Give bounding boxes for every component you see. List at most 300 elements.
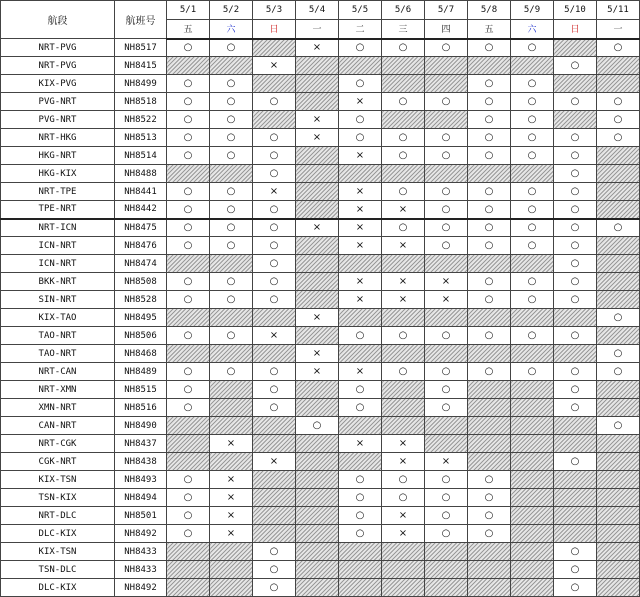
operating-cell: ○ <box>210 75 253 93</box>
operating-cell: ○ <box>425 93 468 111</box>
operating-cell: ○ <box>511 201 554 219</box>
cancelled-cell: × <box>296 309 339 327</box>
operating-cell: ○ <box>554 57 597 75</box>
operating-cell: ○ <box>167 93 210 111</box>
operating-cell: ○ <box>210 219 253 237</box>
operating-cell: ○ <box>554 399 597 417</box>
operating-cell: ○ <box>597 219 640 237</box>
cancelled-cell: × <box>210 507 253 525</box>
schedule-row <box>1 561 640 579</box>
operating-cell: ○ <box>597 363 640 381</box>
not-scheduled-cell <box>597 165 640 183</box>
not-scheduled-cell <box>167 435 210 453</box>
cancelled-cell: × <box>296 345 339 363</box>
not-scheduled-cell <box>339 309 382 327</box>
operating-cell: ○ <box>468 147 511 165</box>
cancelled-cell: × <box>382 453 425 471</box>
not-scheduled-cell <box>425 417 468 435</box>
operating-cell: ○ <box>511 327 554 345</box>
operating-cell: ○ <box>253 201 296 219</box>
flight-number-cell: NH8489 <box>115 363 167 381</box>
operating-cell: ○ <box>253 399 296 417</box>
operating-cell: ○ <box>554 453 597 471</box>
not-scheduled-cell <box>425 165 468 183</box>
date-header: 5/8 <box>468 1 511 20</box>
not-scheduled-cell <box>382 561 425 579</box>
operating-cell: ○ <box>210 291 253 309</box>
date-header: 5/4 <box>296 1 339 20</box>
operating-cell: ○ <box>253 237 296 255</box>
schedule-row <box>1 381 640 399</box>
operating-cell: ○ <box>210 39 253 57</box>
operating-cell: ○ <box>210 273 253 291</box>
not-scheduled-cell <box>425 309 468 327</box>
not-scheduled-cell <box>339 453 382 471</box>
route-cell: DLC-KIX <box>1 525 115 543</box>
operating-cell: ○ <box>339 75 382 93</box>
operating-cell: ○ <box>511 363 554 381</box>
operating-cell: ○ <box>167 471 210 489</box>
operating-cell: ○ <box>253 363 296 381</box>
not-scheduled-cell <box>511 471 554 489</box>
operating-cell: ○ <box>511 39 554 57</box>
operating-cell: ○ <box>167 111 210 129</box>
schedule-row <box>1 39 640 57</box>
route-cell: XMN-NRT <box>1 399 115 417</box>
schedule-row <box>1 543 640 561</box>
not-scheduled-cell <box>296 291 339 309</box>
route-cell: SIN-NRT <box>1 291 115 309</box>
not-scheduled-cell <box>597 327 640 345</box>
not-scheduled-cell <box>339 417 382 435</box>
not-scheduled-cell <box>382 57 425 75</box>
not-scheduled-cell <box>554 471 597 489</box>
schedule-row <box>1 147 640 165</box>
operating-cell: ○ <box>339 129 382 147</box>
route-cell: KIX-TSN <box>1 543 115 561</box>
weekday-header: 四 <box>425 20 468 39</box>
flight-number-cell: NH8501 <box>115 507 167 525</box>
not-scheduled-cell <box>296 453 339 471</box>
route-cell: KIX-TSN <box>1 471 115 489</box>
route-column-header: 航段 <box>1 1 115 39</box>
date-header: 5/9 <box>511 1 554 20</box>
operating-cell: ○ <box>167 237 210 255</box>
date-header: 5/2 <box>210 1 253 20</box>
flight-number-cell: NH8522 <box>115 111 167 129</box>
date-header: 5/7 <box>425 1 468 20</box>
flight-number-cell: NH8490 <box>115 417 167 435</box>
not-scheduled-cell <box>339 345 382 363</box>
weekday-header: 二 <box>339 20 382 39</box>
route-cell: NRT-PVG <box>1 39 115 57</box>
not-scheduled-cell <box>468 579 511 597</box>
route-cell: NRT-DLC <box>1 507 115 525</box>
not-scheduled-cell <box>597 579 640 597</box>
operating-cell: ○ <box>554 165 597 183</box>
route-cell: NRT-CAN <box>1 363 115 381</box>
cancelled-cell: × <box>382 507 425 525</box>
weekday-header: 日 <box>554 20 597 39</box>
route-cell: HKG-KIX <box>1 165 115 183</box>
not-scheduled-cell <box>167 561 210 579</box>
flight-number-cell: NH8433 <box>115 561 167 579</box>
operating-cell: ○ <box>339 399 382 417</box>
not-scheduled-cell <box>468 255 511 273</box>
not-scheduled-cell <box>468 453 511 471</box>
date-header: 5/6 <box>382 1 425 20</box>
schedule-row <box>1 93 640 111</box>
not-scheduled-cell <box>339 165 382 183</box>
not-scheduled-cell <box>339 543 382 561</box>
route-cell: BKK-NRT <box>1 273 115 291</box>
cancelled-cell: × <box>382 291 425 309</box>
not-scheduled-cell <box>511 57 554 75</box>
flight-number-cell: NH8506 <box>115 327 167 345</box>
not-scheduled-cell <box>511 489 554 507</box>
operating-cell: ○ <box>554 129 597 147</box>
not-scheduled-cell <box>597 507 640 525</box>
operating-cell: ○ <box>167 399 210 417</box>
operating-cell: ○ <box>511 93 554 111</box>
not-scheduled-cell <box>468 543 511 561</box>
operating-cell: ○ <box>210 237 253 255</box>
operating-cell: ○ <box>339 381 382 399</box>
cancelled-cell: × <box>339 363 382 381</box>
operating-cell: ○ <box>253 165 296 183</box>
operating-cell: ○ <box>253 147 296 165</box>
date-header: 5/5 <box>339 1 382 20</box>
route-cell: ICN-NRT <box>1 255 115 273</box>
not-scheduled-cell <box>382 417 425 435</box>
operating-cell: ○ <box>468 183 511 201</box>
not-scheduled-cell <box>296 471 339 489</box>
schedule-row <box>1 129 640 147</box>
not-scheduled-cell <box>167 345 210 363</box>
not-scheduled-cell <box>425 435 468 453</box>
operating-cell: ○ <box>167 219 210 237</box>
not-scheduled-cell <box>167 309 210 327</box>
not-scheduled-cell <box>425 543 468 561</box>
not-scheduled-cell <box>597 471 640 489</box>
flight-number-cell: NH8508 <box>115 273 167 291</box>
operating-cell: ○ <box>597 417 640 435</box>
not-scheduled-cell <box>382 399 425 417</box>
schedule-row <box>1 435 640 453</box>
not-scheduled-cell <box>511 309 554 327</box>
not-scheduled-cell <box>425 579 468 597</box>
operating-cell: ○ <box>382 147 425 165</box>
route-cell: CAN-NRT <box>1 417 115 435</box>
flight-number-cell: NH8492 <box>115 579 167 597</box>
operating-cell: ○ <box>554 561 597 579</box>
operating-cell: ○ <box>296 417 339 435</box>
operating-cell: ○ <box>468 471 511 489</box>
weekday-header: 六 <box>511 20 554 39</box>
operating-cell: ○ <box>339 471 382 489</box>
not-scheduled-cell <box>296 147 339 165</box>
route-cell: NRT-XMN <box>1 381 115 399</box>
not-scheduled-cell <box>210 309 253 327</box>
operating-cell: ○ <box>468 39 511 57</box>
cancelled-cell: × <box>210 435 253 453</box>
operating-cell: ○ <box>554 543 597 561</box>
operating-cell: ○ <box>339 525 382 543</box>
operating-cell: ○ <box>425 147 468 165</box>
not-scheduled-cell <box>597 255 640 273</box>
flight-number-column-header: 航班号 <box>115 1 167 39</box>
flight-number-cell: NH8499 <box>115 75 167 93</box>
not-scheduled-cell <box>554 75 597 93</box>
weekday-header: 六 <box>210 20 253 39</box>
schedule-row <box>1 75 640 93</box>
operating-cell: ○ <box>425 399 468 417</box>
operating-cell: ○ <box>425 201 468 219</box>
cancelled-cell: × <box>339 237 382 255</box>
operating-cell: ○ <box>554 291 597 309</box>
not-scheduled-cell <box>597 57 640 75</box>
flight-number-cell: NH8441 <box>115 183 167 201</box>
not-scheduled-cell <box>597 147 640 165</box>
schedule-row <box>1 327 640 345</box>
schedule-row <box>1 255 640 273</box>
not-scheduled-cell <box>511 381 554 399</box>
not-scheduled-cell <box>468 399 511 417</box>
flight-number-cell: NH8415 <box>115 57 167 75</box>
not-scheduled-cell <box>296 165 339 183</box>
not-scheduled-cell <box>210 543 253 561</box>
operating-cell: ○ <box>511 111 554 129</box>
operating-cell: ○ <box>253 255 296 273</box>
date-header-row <box>1 1 640 20</box>
operating-cell: ○ <box>554 579 597 597</box>
operating-cell: ○ <box>554 201 597 219</box>
not-scheduled-cell <box>554 489 597 507</box>
not-scheduled-cell <box>511 525 554 543</box>
route-cell: HKG-NRT <box>1 147 115 165</box>
not-scheduled-cell <box>253 471 296 489</box>
not-scheduled-cell <box>253 507 296 525</box>
operating-cell: ○ <box>167 327 210 345</box>
operating-cell: ○ <box>511 291 554 309</box>
not-scheduled-cell <box>210 345 253 363</box>
operating-cell: ○ <box>511 237 554 255</box>
not-scheduled-cell <box>597 489 640 507</box>
operating-cell: ○ <box>167 381 210 399</box>
not-scheduled-cell <box>554 435 597 453</box>
cancelled-cell: × <box>382 525 425 543</box>
operating-cell: ○ <box>511 219 554 237</box>
operating-cell: ○ <box>210 129 253 147</box>
schedule-row <box>1 291 640 309</box>
flight-number-cell: NH8442 <box>115 201 167 219</box>
operating-cell: ○ <box>468 291 511 309</box>
operating-cell: ○ <box>511 75 554 93</box>
operating-cell: ○ <box>554 93 597 111</box>
operating-cell: ○ <box>210 201 253 219</box>
operating-cell: ○ <box>511 273 554 291</box>
route-cell: TSN-DLC <box>1 561 115 579</box>
not-scheduled-cell <box>554 111 597 129</box>
operating-cell: ○ <box>167 507 210 525</box>
not-scheduled-cell <box>597 381 640 399</box>
route-cell: KIX-PVG <box>1 75 115 93</box>
schedule-row <box>1 399 640 417</box>
schedule-row <box>1 219 640 237</box>
cancelled-cell: × <box>296 39 339 57</box>
date-header: 5/10 <box>554 1 597 20</box>
not-scheduled-cell <box>511 435 554 453</box>
flight-number-cell: NH8475 <box>115 219 167 237</box>
operating-cell: ○ <box>167 147 210 165</box>
route-cell: NRT-ICN <box>1 219 115 237</box>
operating-cell: ○ <box>167 129 210 147</box>
route-cell: TPE-NRT <box>1 201 115 219</box>
not-scheduled-cell <box>511 453 554 471</box>
not-scheduled-cell <box>210 165 253 183</box>
operating-cell: ○ <box>468 219 511 237</box>
not-scheduled-cell <box>253 345 296 363</box>
not-scheduled-cell <box>296 399 339 417</box>
not-scheduled-cell <box>468 417 511 435</box>
not-scheduled-cell <box>296 543 339 561</box>
not-scheduled-cell <box>210 57 253 75</box>
not-scheduled-cell <box>468 309 511 327</box>
cancelled-cell: × <box>425 453 468 471</box>
not-scheduled-cell <box>468 165 511 183</box>
not-scheduled-cell <box>511 165 554 183</box>
operating-cell: ○ <box>554 363 597 381</box>
not-scheduled-cell <box>554 417 597 435</box>
operating-cell: ○ <box>210 111 253 129</box>
operating-cell: ○ <box>468 525 511 543</box>
not-scheduled-cell <box>511 399 554 417</box>
schedule-row <box>1 165 640 183</box>
operating-cell: ○ <box>210 93 253 111</box>
operating-cell: ○ <box>382 327 425 345</box>
not-scheduled-cell <box>511 345 554 363</box>
operating-cell: ○ <box>210 147 253 165</box>
flight-number-cell: NH8494 <box>115 489 167 507</box>
operating-cell: ○ <box>339 489 382 507</box>
not-scheduled-cell <box>554 345 597 363</box>
cancelled-cell: × <box>339 273 382 291</box>
cancelled-cell: × <box>210 525 253 543</box>
route-cell: NRT-HKG <box>1 129 115 147</box>
route-cell: PVG-NRT <box>1 93 115 111</box>
not-scheduled-cell <box>253 417 296 435</box>
operating-cell: ○ <box>253 543 296 561</box>
operating-cell: ○ <box>425 237 468 255</box>
not-scheduled-cell <box>339 255 382 273</box>
not-scheduled-cell <box>425 111 468 129</box>
schedule-row <box>1 525 640 543</box>
operating-cell: ○ <box>339 507 382 525</box>
cancelled-cell: × <box>210 471 253 489</box>
not-scheduled-cell <box>296 561 339 579</box>
not-scheduled-cell <box>296 273 339 291</box>
not-scheduled-cell <box>597 561 640 579</box>
not-scheduled-cell <box>468 381 511 399</box>
operating-cell: ○ <box>425 219 468 237</box>
operating-cell: ○ <box>468 489 511 507</box>
flight-number-cell: NH8433 <box>115 543 167 561</box>
operating-cell: ○ <box>253 381 296 399</box>
flight-number-cell: NH8474 <box>115 255 167 273</box>
cancelled-cell: × <box>253 183 296 201</box>
not-scheduled-cell <box>425 75 468 93</box>
cancelled-cell: × <box>210 489 253 507</box>
not-scheduled-cell <box>468 561 511 579</box>
flight-number-cell: NH8514 <box>115 147 167 165</box>
not-scheduled-cell <box>468 435 511 453</box>
flight-number-cell: NH8468 <box>115 345 167 363</box>
operating-cell: ○ <box>382 489 425 507</box>
not-scheduled-cell <box>597 399 640 417</box>
route-cell: NRT-PVG <box>1 57 115 75</box>
not-scheduled-cell <box>554 525 597 543</box>
operating-cell: ○ <box>253 129 296 147</box>
operating-cell: ○ <box>425 327 468 345</box>
flight-number-cell: NH8492 <box>115 525 167 543</box>
flight-number-cell: NH8476 <box>115 237 167 255</box>
route-cell: TAO-NRT <box>1 327 115 345</box>
cancelled-cell: × <box>296 363 339 381</box>
route-cell: TAO-NRT <box>1 345 115 363</box>
cancelled-cell: × <box>339 219 382 237</box>
cancelled-cell: × <box>339 93 382 111</box>
operating-cell: ○ <box>339 39 382 57</box>
operating-cell: ○ <box>597 309 640 327</box>
not-scheduled-cell <box>210 579 253 597</box>
operating-cell: ○ <box>382 363 425 381</box>
cancelled-cell: × <box>296 129 339 147</box>
cancelled-cell: × <box>382 435 425 453</box>
operating-cell: ○ <box>167 489 210 507</box>
operating-cell: ○ <box>597 129 640 147</box>
not-scheduled-cell <box>597 291 640 309</box>
operating-cell: ○ <box>511 147 554 165</box>
date-header: 5/1 <box>167 1 210 20</box>
operating-cell: ○ <box>468 273 511 291</box>
flight-number-cell: NH8488 <box>115 165 167 183</box>
operating-cell: ○ <box>167 75 210 93</box>
flight-number-cell: NH8516 <box>115 399 167 417</box>
not-scheduled-cell <box>425 345 468 363</box>
operating-cell: ○ <box>253 219 296 237</box>
not-scheduled-cell <box>425 57 468 75</box>
flight-number-cell: NH8528 <box>115 291 167 309</box>
operating-cell: ○ <box>468 507 511 525</box>
operating-cell: ○ <box>339 111 382 129</box>
not-scheduled-cell <box>167 417 210 435</box>
operating-cell: ○ <box>468 129 511 147</box>
not-scheduled-cell <box>253 111 296 129</box>
weekday-header: 一 <box>296 20 339 39</box>
operating-cell: ○ <box>597 111 640 129</box>
not-scheduled-cell <box>210 381 253 399</box>
not-scheduled-cell <box>296 93 339 111</box>
not-scheduled-cell <box>597 435 640 453</box>
operating-cell: ○ <box>468 327 511 345</box>
operating-cell: ○ <box>167 183 210 201</box>
operating-cell: ○ <box>554 147 597 165</box>
not-scheduled-cell <box>339 57 382 75</box>
cancelled-cell: × <box>339 147 382 165</box>
cancelled-cell: × <box>339 435 382 453</box>
flight-number-cell: NH8438 <box>115 453 167 471</box>
not-scheduled-cell <box>554 309 597 327</box>
